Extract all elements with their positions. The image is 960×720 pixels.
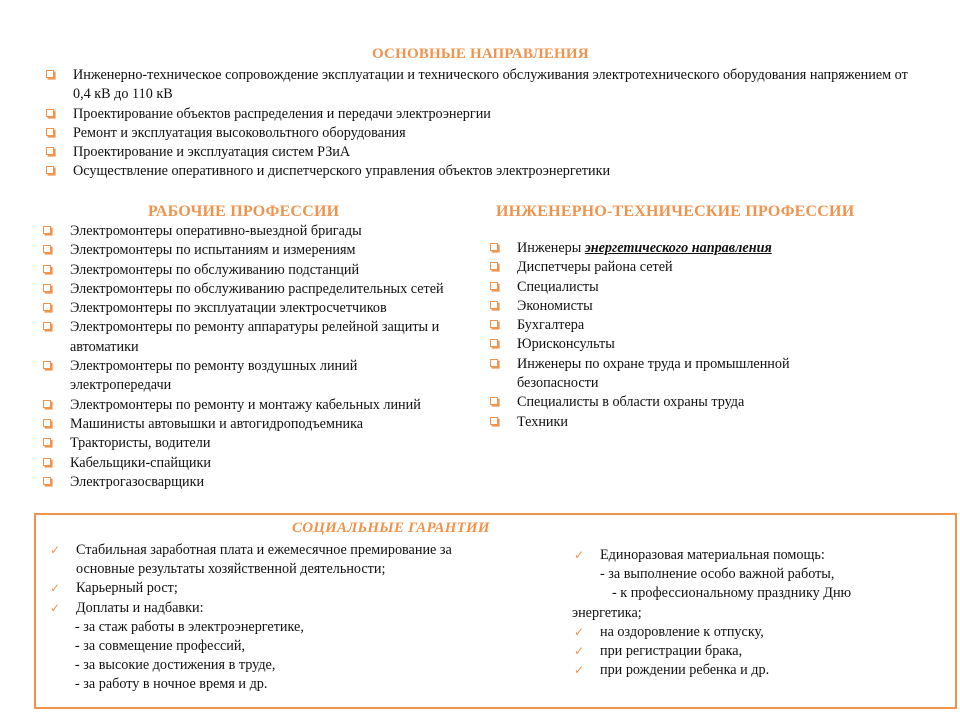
social-guarantees-left [48,541,508,695]
list-item: Осуществление оперативного и диспетчерского управления объектов электроэнергетики [45,162,915,181]
list-item: Специалисты в области охраны труда [489,393,839,412]
checkbox-bullet-icon [490,262,498,270]
checkbox-bullet-icon [46,128,54,136]
sub-item: - за выполнение особо важной работы, [600,566,835,583]
list-item: Электрогазосварщики [42,473,482,492]
list-item: Электромонтеры по обслуживанию распределительных сетей [42,280,470,299]
list-item: Инженеры энергетического направления [489,239,839,258]
checkbox-bullet-icon [43,322,51,330]
list-item: Электромонтеры по эксплуатации электросчетчиков [42,299,482,318]
checkbox-bullet-icon [490,301,498,309]
engineering-professions-title: ИНЖЕНЕРНО-ТЕХНИЧЕСКИЕ ПРОФЕССИИ [496,203,855,220]
list-item: Диспетчеры района сетей [489,258,839,277]
sub-item: - за совмещение профессий, [75,638,246,655]
list-item: Электромонтеры по ремонту и монтажу кабельных линий [42,396,482,415]
list-item: ✓ при рождении ребенка и др. [574,662,770,679]
checkmark-icon: ✓ [50,543,61,557]
working-professions-list [42,222,482,492]
list-item: Проектирование и эксплуатация систем РЗиА [45,143,915,162]
emphasized-text: энергетического направления [584,240,772,256]
list-item: ✓ Карьерный рост; [50,580,178,597]
main-directions-title: ОСНОВНЫЕ НАПРАВЛЕНИЯ [372,46,589,62]
list-item: ✓ Единоразовая материальная помощь: [574,547,825,563]
checkmark-icon: ✓ [50,581,61,596]
checkbox-bullet-icon [43,400,51,408]
social-guarantees-right [572,546,892,680]
list-item: ✓ Стабильная заработная плата и ежемесячное премирование за основные результаты хозяйственной деятельности; [50,542,452,578]
checkbox-bullet-icon [46,147,54,155]
checkbox-bullet-icon [490,243,498,251]
checkbox-bullet-icon [490,397,498,405]
main-directions-list [45,66,915,182]
list-item: Ремонт и эксплуатация высоковольтного оборудования [45,124,915,143]
engineering-professions-list [489,239,839,432]
checkbox-bullet-icon [490,320,498,328]
list-item: Экономисты [489,297,839,316]
list-item: Электромонтеры по ремонту воздушных линий электропередачи [42,357,440,396]
checkbox-bullet-icon [43,361,51,369]
checkbox-bullet-icon [43,438,51,446]
sub-item: - за стаж работы в электроэнергетике, [75,618,304,635]
list-item: Электромонтеры по испытаниям и измерениям [42,241,482,260]
checkbox-bullet-icon [43,226,51,234]
list-item: Электромонтеры по ремонту аппаратуры релейной защиты и автоматики [42,318,450,357]
list-item: ✓ при регистрации брака, [574,643,743,660]
checkbox-bullet-icon [490,417,498,425]
list-item: Инженеры по охране труда и промышленной безопасности [489,355,837,394]
checkmark-icon: ✓ [574,624,585,639]
checkmark-icon: ✓ [50,600,61,615]
checkbox-bullet-icon [46,166,54,174]
list-item: ✓ на оздоровление к отпуску, [574,623,764,640]
checkbox-bullet-icon [46,70,54,78]
list-item: Специалисты [489,278,839,297]
list-item: Машинисты автовышки и автогидроподъемника [42,415,482,434]
working-professions-title: РАБОЧИЕ ПРОФЕССИИ [148,203,340,220]
checkbox-bullet-icon [43,303,51,311]
list-item: Кабельщики-спайщики [42,454,482,473]
list-item: Электромонтеры оперативно-выездной бригады [42,222,482,241]
list-item: Трактористы, водители [42,434,482,453]
checkbox-bullet-icon [43,419,51,427]
checkmark-icon: ✓ [574,644,585,659]
list-item: Проектирование объектов распределения и передачи электроэнергии [45,105,915,124]
checkmark-icon: ✓ [574,663,585,678]
sub-item: - за высокие достижения в труде, [75,657,276,674]
list-item: Бухгалтера [489,316,839,335]
sub-item: - за работу в ночное время и др. [75,676,268,693]
list-item: Юрисконсульты [489,335,839,354]
sub-item: - к профессиональному празднику Дню энергетика; [572,585,852,621]
list-item: ✓ Доплаты и надбавки: [50,599,204,616]
checkbox-bullet-icon [490,282,498,290]
checkbox-bullet-icon [490,359,498,367]
checkbox-bullet-icon [43,284,51,292]
checkbox-bullet-icon [43,477,51,485]
checkbox-bullet-icon [46,109,54,117]
list-item: Техники [489,413,839,432]
checkbox-bullet-icon [43,265,51,273]
checkbox-bullet-icon [43,458,51,466]
list-item: Инженерно-техническое сопровождение эксплуатации и технического обслуживания электротехнического оборудования напряжением от 0,4 кВ до 110 кВ [45,66,915,105]
checkbox-bullet-icon [43,245,51,253]
checkmark-icon: ✓ [574,548,585,562]
social-guarantees-title: СОЦИАЛЬНЫЕ ГАРАНТИИ [292,520,490,536]
list-item: Электромонтеры по обслуживанию подстанций [42,261,482,280]
checkbox-bullet-icon [490,339,498,347]
